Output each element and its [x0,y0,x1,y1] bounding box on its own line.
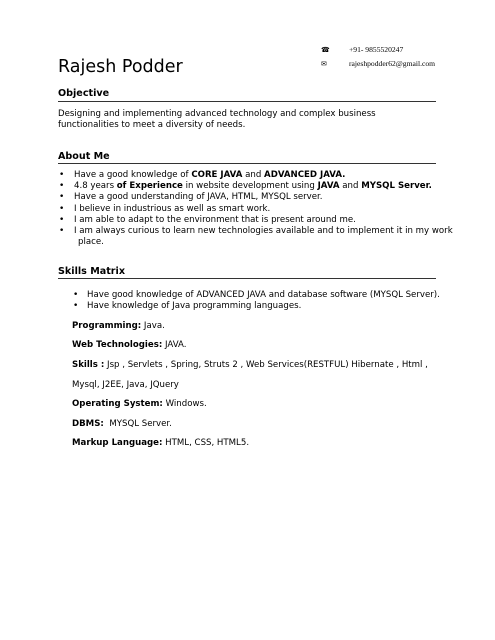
phone-row [321,43,435,57]
contact-block [321,43,435,71]
skills-list [72,290,442,312]
bullet-icon: • [59,214,65,225]
email-address: rajeshpodder62@gmail.com [349,59,436,68]
objective-divider [58,101,436,102]
envelope-icon: ✉ [321,60,327,68]
list-item: • Have good knowledge of ADVANCED JAVA and database software (MYSQL Server). [73,290,440,300]
objective-text: Designing and implementing advanced technology and complex business functionalities to meet a diversity of needs. [58,109,376,131]
bullet-icon: • [73,301,79,312]
bullet-icon: • [59,181,65,192]
about-list [58,170,453,248]
bullet-icon: • [59,192,65,203]
list-item: • Have a good knowledge of CORE JAVA and ADVANCED JAVA. [59,170,346,180]
bullet-icon: • [73,290,79,300]
markup-language-line: Markup Language: HTML, CSS, HTML5. [72,438,250,448]
list-item: • I am able to adapt to the environment that is present around me. [59,214,356,225]
objective-heading: Objective [58,88,110,99]
phone-number: +91- 9855520247 [349,45,404,54]
programming-line: Programming: Java. [72,321,165,331]
telephone-icon: ☎ [321,46,330,54]
bullet-icon: • [59,170,65,180]
list-item: • I believe in industrious as well as smart work. [59,203,271,214]
skills-line: Skills : Jsp , Servlets , Spring, Struts 2 , Web Services(RESTFUL) Hibernate , Html , [72,360,428,370]
operating-system-line: Operating System: Windows. [72,399,207,409]
email-row [321,57,435,71]
bullet-icon: • [59,226,65,237]
about-divider [58,163,436,164]
list-item: • I am always curious to learn new technologies available and to implement it in my work place. [59,226,453,248]
candidate-name: Rajesh Podder [58,57,183,77]
list-item: • Have knowledge of Java programming languages. [73,301,302,312]
skills-heading: Skills Matrix [58,266,126,277]
list-item: • 4.8 years of Experience in website development using JAVA and MYSQL Server. [59,181,432,192]
about-heading: About Me [58,151,110,162]
web-technologies-line: Web Technologies: JAVA. [72,340,187,350]
bullet-icon: • [59,203,65,214]
list-item: • Have a good understanding of JAVA, HTML, MYSQL server. [59,192,323,203]
skills-line-continued: Mysql, J2EE, Java, JQuery [72,380,179,390]
skills-divider [58,278,436,279]
dbms-line: DBMS: MYSQL Server. [72,419,172,429]
